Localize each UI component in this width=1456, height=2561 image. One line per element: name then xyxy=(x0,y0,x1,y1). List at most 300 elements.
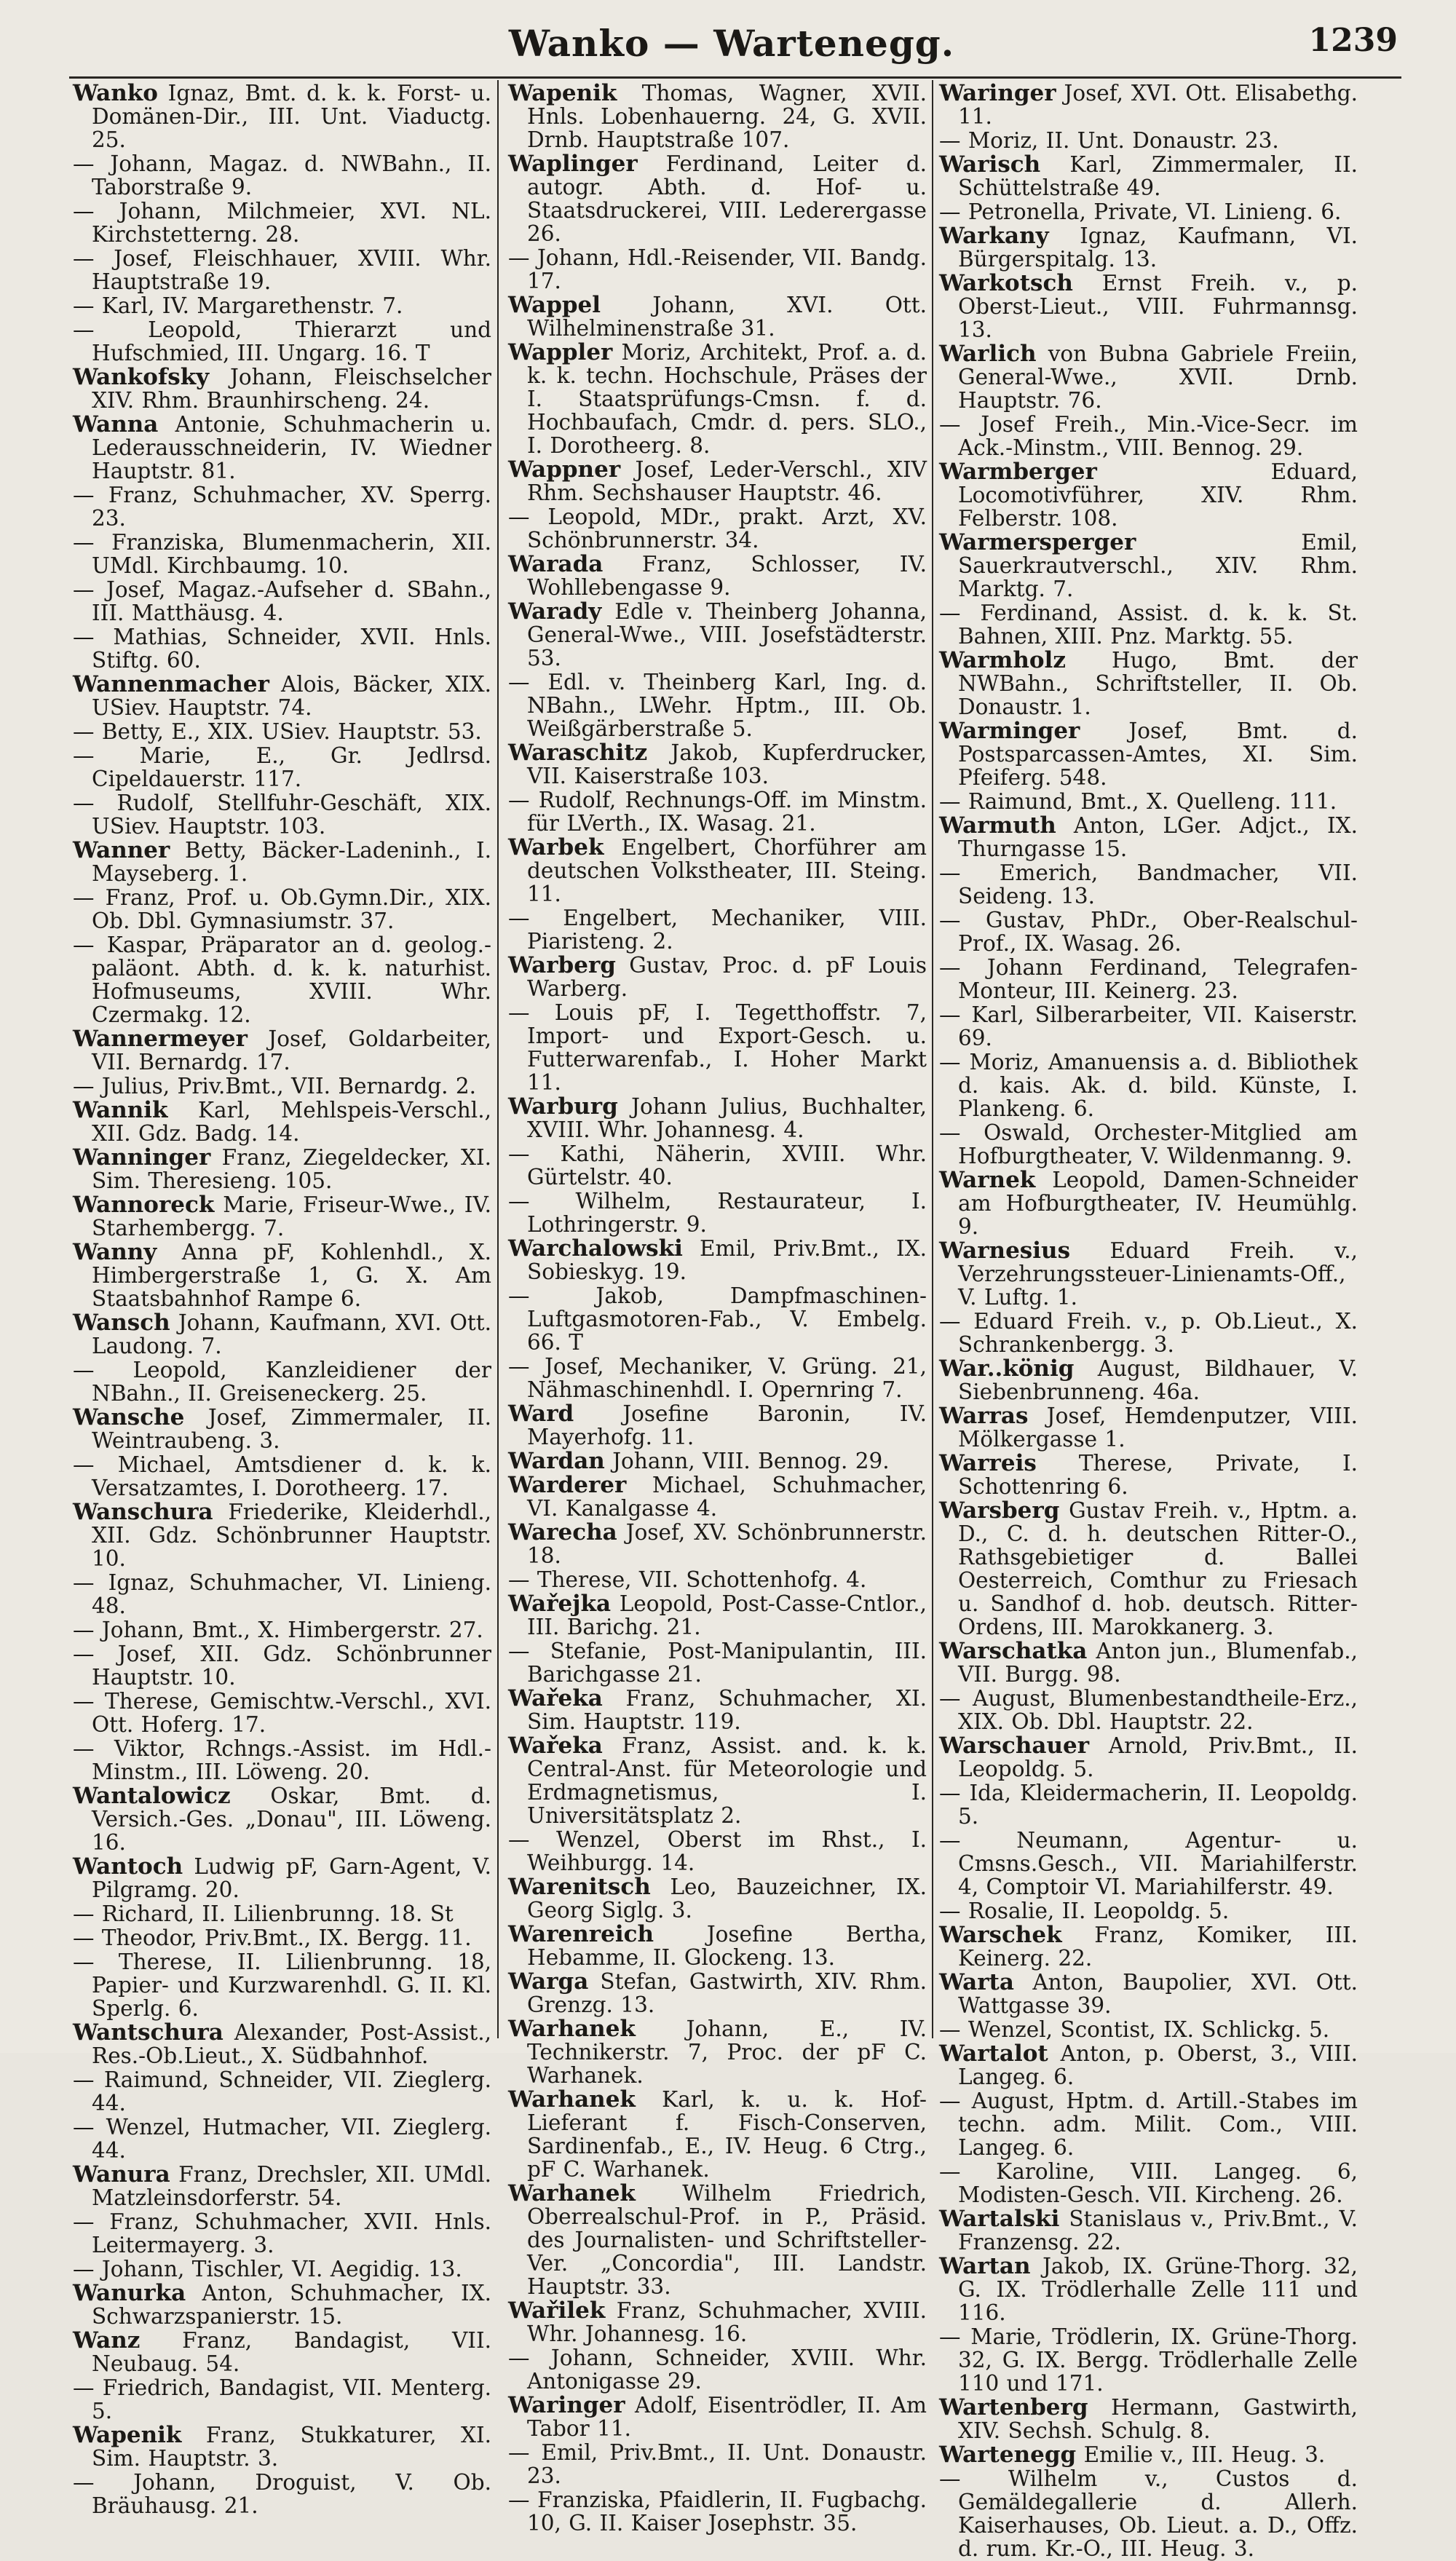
entry-text: Ignaz, Kaufmann, VI. Bürgerspitalg. 13. xyxy=(958,223,1358,272)
entry-text: — Leopold, MDr., prakt. Arzt, XV. Schönbrunnerstr. 34. xyxy=(508,504,927,553)
directory-entry xyxy=(939,342,1358,412)
entry-text: — Johann Ferdinand, Telegrafen-Monteur, III. Keinerg. 23. xyxy=(939,955,1358,1003)
entry-text: Moriz, Architekt, Prof. a. d. k. k. techn. Hochschule, Präses der I. Staatsprüfungs-Cmsn. f. d. Hochbaufach, Cmdr. d. pers. SLO., I. Dorotheerg. 8. xyxy=(527,340,927,458)
entry-surname: Wartalski xyxy=(939,2206,1060,2232)
entry-surname: Wappner xyxy=(508,456,621,483)
entry-text: — Karl, IV. Margarethenstr. 7. xyxy=(73,293,403,318)
directory-entry xyxy=(508,2394,927,2440)
entry-surname: Warnek xyxy=(939,1167,1036,1193)
entry-surname: Warschauer xyxy=(939,1733,1090,1759)
entry-text: Michael, Schuhmacher, VI. Kanalgasse 4. xyxy=(527,1473,927,1521)
column-divider xyxy=(497,80,499,2038)
entry-text: — Emil, Priv.Bmt., II. Unt. Donaustr. 23. xyxy=(508,2440,927,2488)
directory-entry xyxy=(73,82,491,151)
directory-entry xyxy=(73,1950,491,2020)
directory-entry xyxy=(73,2163,491,2209)
directory-entry xyxy=(73,744,491,791)
directory-entry xyxy=(508,954,927,1000)
directory-entry xyxy=(939,82,1358,128)
entry-text: — Wenzel, Scontist, IX. Schlickg. 5. xyxy=(939,2017,1330,2042)
entry-text: — Wenzel, Oberst im Rhst., I. Weihburgg. 14. xyxy=(508,1827,927,1875)
directory-entry xyxy=(939,200,1358,223)
entry-surname: Wartenegg xyxy=(939,2442,1077,2468)
directory-entry xyxy=(939,460,1358,530)
entry-text: — Stefanie, Post-Manipulantin, III. Barichgasse 21. xyxy=(508,1639,927,1687)
directory-entry xyxy=(73,247,491,293)
directory-entry xyxy=(73,1902,491,1925)
entry-text: Johann, XVI. Ott. Wilhelminenstraße 31. xyxy=(527,293,927,341)
entry-text: Alois, Bäcker, XIX. USiev. Hauptstr. 74. xyxy=(92,672,491,720)
directory-entry xyxy=(508,1568,927,1591)
directory-column-3 xyxy=(939,80,1358,2561)
directory-entry xyxy=(508,670,927,740)
entry-text: Franz, Stukkaturer, XI. Sim. Hauptstr. 3. xyxy=(92,2423,491,2471)
entry-surname: Wannermeyer xyxy=(73,1026,248,1052)
directory-entry xyxy=(73,1099,491,1145)
entry-surname: Wapenik xyxy=(73,2422,182,2448)
directory-entry xyxy=(508,1687,927,1733)
directory-entry xyxy=(508,836,927,906)
entry-text: Johann, VIII. Bennog. 29. xyxy=(612,1449,890,1473)
directory-entry xyxy=(73,1240,491,1310)
directory-entry xyxy=(73,791,491,838)
directory-entry xyxy=(939,790,1358,813)
directory-entry xyxy=(73,1074,491,1098)
entry-text: — Viktor, Rchngs.-Assist. im Hdl.-Minstm., III. Löweng. 20. xyxy=(73,1736,491,1784)
entry-text: Eduard Freih. v., Verzehrungssteuer-Linienamts-Off., V. Luftg. 1. xyxy=(958,1238,1358,1310)
directory-entry xyxy=(939,224,1358,271)
entry-text: Johann, E., IV. Technikerstr. 7, Proc. der pF C. Warhanek. xyxy=(527,2016,927,2088)
entry-surname: War..könig xyxy=(939,1355,1075,1382)
entry-text: Anna pF, Kohlenhdl., X. Himbergerstraße 1, G. X. Am Staatsbahnhof Rampe 6. xyxy=(92,1240,491,1311)
entry-surname: Warbek xyxy=(508,834,604,860)
directory-entry xyxy=(508,788,927,835)
directory-entry xyxy=(73,2376,491,2423)
directory-entry xyxy=(73,365,491,412)
entry-surname: Wařilek xyxy=(508,2297,606,2324)
directory-entry xyxy=(73,2068,491,2115)
directory-entry xyxy=(508,2182,927,2298)
header-rule xyxy=(69,76,1401,79)
directory-entry xyxy=(508,1875,927,1922)
entry-text: Oskar, Bmt. d. Versich.-Ges. „Donau", III. Löweng. 16. xyxy=(92,1784,491,1855)
entry-text: — Moriz, II. Unt. Donaustr. 23. xyxy=(939,128,1279,153)
entry-surname: Warisch xyxy=(939,151,1041,178)
entry-surname: Wannenmacher xyxy=(73,671,269,697)
directory-entry xyxy=(508,2088,927,2181)
directory-entry xyxy=(508,906,927,953)
entry-text: — Franziska, Pfaidlerin, II. Fugbachg. 10, G. II. Kaiser Josephstr. 35. xyxy=(508,2487,927,2536)
directory-entry xyxy=(73,152,491,199)
entry-text: Gustav, Proc. d. pF Louis Warberg. xyxy=(527,953,927,1001)
entry-text: — Leopold, Thierarzt und Hufschmied, III. Ungarg. 16. T xyxy=(73,317,491,365)
directory-entry xyxy=(73,673,491,719)
directory-entry xyxy=(73,2021,491,2067)
directory-entry xyxy=(73,2423,491,2470)
directory-entry xyxy=(939,1923,1358,1970)
directory-entry xyxy=(73,1618,491,1642)
entry-text: Anton, Schuhmacher, IX. Schwarzspanierstr. 15. xyxy=(92,2281,491,2329)
entry-text: — Johann, Milchmeier, XVI. NL. Kirchstetterng. 28. xyxy=(73,199,491,247)
entry-text: — Gustav, PhDr., Ober-Realschul-Prof., IX. Wasag. 26. xyxy=(939,908,1358,956)
entry-text: — Therese, VII. Schottenhofg. 4. xyxy=(508,1567,867,1592)
directory-entry xyxy=(508,2017,927,2087)
entry-text: — Franz, Schuhmacher, XV. Sperrg. 23. xyxy=(73,483,491,531)
entry-text: Hermann, Gastwirth, XIV. Sechsh. Schulg. 8. xyxy=(958,2395,1358,2443)
entry-text: Anton jun., Blumenfab., VII. Burgg. 98. xyxy=(958,1639,1358,1687)
directory-entry xyxy=(939,1829,1358,1899)
directory-entry xyxy=(939,1971,1358,2017)
entry-text: Franz, Schuhmacher, XI. Sim. Hauptstr. 119. xyxy=(527,1686,927,1734)
entry-surname: Warga xyxy=(508,1968,589,1995)
entry-text: Ferdinand, Leiter d. autogr. Abth. d. Hof- u. Staatsdruckerei, VIII. Lederergasse 26. xyxy=(527,151,927,246)
entry-surname: Warmholz xyxy=(939,647,1066,673)
entry-surname: Waplinger xyxy=(508,151,638,177)
entry-surname: Wanny xyxy=(73,1239,157,1265)
directory-entry xyxy=(508,1828,927,1875)
entry-surname: Warberg xyxy=(508,952,616,978)
entry-surname: Wantoch xyxy=(73,1853,183,1880)
entry-text: — Michael, Amtsdiener d. k. k. Versatzamtes, I. Dorotheerg. 17. xyxy=(73,1452,491,1500)
directory-entry xyxy=(508,1001,927,1094)
directory-entry xyxy=(508,1639,927,1686)
directory-entry xyxy=(939,153,1358,199)
entry-text: Edle v. Theinberg Johanna, General-Wwe., VIII. Josefstädterstr. 53. xyxy=(527,599,927,670)
entry-text: — Engelbert, Mechaniker, VIII. Piaristeng. 2. xyxy=(508,906,927,954)
directory-entry xyxy=(73,1855,491,1901)
entry-text: Franz, Ziegeldecker, XI. Sim. Theresieng. 105. xyxy=(92,1145,491,1193)
directory-entry xyxy=(73,1784,491,1854)
entry-surname: Warmersperger xyxy=(939,529,1136,555)
entry-text: — Julius, Priv.Bmt., VII. Bernardg. 2. xyxy=(73,1074,476,1099)
directory-entry xyxy=(73,318,491,365)
entry-text: Thomas, Wagner, XVII. Hnls. Lobenhauerng. 24, G. XVII. Drnb. Hauptstraße 107. xyxy=(527,81,927,152)
directory-entry xyxy=(939,1899,1358,1923)
directory-entry xyxy=(939,861,1358,908)
entry-text: — Oswald, Orchester-Mitglied am Hofburgtheater, V. Wildenmanng. 9. xyxy=(939,1120,1358,1168)
entry-text: Emil, Priv.Bmt., IX. Sobieskyg. 19. xyxy=(527,1236,927,1284)
entry-text: — Josef Freih., Min.-Vice-Secr. im Ack.-Minstm., VIII. Bennog. 29. xyxy=(939,412,1358,460)
entry-surname: Wanner xyxy=(73,837,170,863)
entry-text: Josefine Bertha, Hebamme, II. Glockeng. 13. xyxy=(527,1922,927,1970)
directory-entry xyxy=(508,600,927,670)
directory-entry xyxy=(508,341,927,457)
directory-entry xyxy=(939,1734,1358,1781)
directory-entry xyxy=(939,2089,1358,2159)
entry-text: Adolf, Eisentrödler, II. Am Tabor 11. xyxy=(527,2393,927,2441)
directory-entry xyxy=(73,483,491,530)
directory-entry xyxy=(73,2471,491,2517)
directory-entry xyxy=(508,1592,927,1639)
directory-entry xyxy=(939,531,1358,601)
entry-text: Therese, Private, I. Schottenring 6. xyxy=(958,1451,1358,1499)
entry-text: — Moriz, Amanuensis a. d. Bibliothek d. kais. Ak. d. bild. Künste, I. Plankeng. 6. xyxy=(939,1050,1358,1121)
directory-entry xyxy=(939,1239,1358,1309)
entry-text: — Rosalie, II. Leopoldg. 5. xyxy=(939,1899,1230,1923)
directory-entry xyxy=(939,1452,1358,1498)
directory-entry xyxy=(73,1926,491,1950)
entry-text: — Kathi, Näherin, XVIII. Whr. Gürtelstr. 40. xyxy=(508,1141,927,1190)
entry-text: — Johann, Hdl.-Reisender, VII. Bandg. 17. xyxy=(508,245,927,293)
entry-text: Josef, Leder-Verschl., XIV Rhm. Sechshauser Hauptstr. 46. xyxy=(527,457,927,505)
entry-surname: Wappel xyxy=(508,292,601,318)
entry-text: — Wilhelm, Restaurateur, I. Lothringerstr. 9. xyxy=(508,1189,927,1237)
directory-entry xyxy=(73,886,491,933)
entry-text: — Karoline, VIII. Langeg. 6, Modisten-Gesch. VII. Kircheng. 26. xyxy=(939,2159,1358,2207)
directory-entry xyxy=(939,1168,1358,1238)
entry-surname: Wappler xyxy=(508,339,613,365)
directory-entry xyxy=(73,1500,491,1570)
directory-entry xyxy=(73,1146,491,1192)
entry-text: Emil, Sauerkrautverschl., XIV. Rhm. Marktg. 7. xyxy=(958,530,1358,601)
directory-entry xyxy=(939,1781,1358,1828)
entry-text: Ignaz, Bmt. d. k. k. Forst- u. Domänen-Dir., III. Unt. Viaductg. 25. xyxy=(92,81,491,152)
directory-entry xyxy=(939,1121,1358,1168)
directory-entry xyxy=(73,2329,491,2375)
entry-surname: Warady xyxy=(508,598,602,625)
entry-text: Josef, Bmt. d. Postsparcassen-Amtes, XI. Sim. Pfeiferg. 548. xyxy=(958,719,1358,790)
entry-text: — Josef, XII. Gdz. Schönbrunner Hauptstr. 10. xyxy=(73,1642,491,1690)
directory-entry xyxy=(939,2042,1358,2089)
entry-text: Leopold, Post-Casse-Cntlor., III. Barichg. 21. xyxy=(527,1591,927,1639)
entry-surname: Wapenik xyxy=(508,80,617,106)
entry-surname: Wanninger xyxy=(73,1144,211,1171)
entry-text: — Emerich, Bandmacher, VII. Seideng. 13. xyxy=(939,860,1358,909)
directory-entry xyxy=(508,293,927,340)
directory-entry xyxy=(508,1402,927,1449)
directory-column-2 xyxy=(508,80,927,2536)
entry-text: — Rudolf, Rechnungs-Off. im Minstm. für LVerth., IX. Wasag. 21. xyxy=(508,788,927,836)
directory-entry xyxy=(508,458,927,504)
entry-text: — Leopold, Kanzleidiener der NBahn., II. Greiseneckerg. 25. xyxy=(73,1358,491,1406)
entry-surname: Wannik xyxy=(73,1097,168,1123)
entry-surname: Wařejka xyxy=(508,1591,612,1617)
entry-text: — Karl, Silberarbeiter, VII. Kaiserstr. 69. xyxy=(939,1002,1358,1050)
entry-text: Franz, Drechsler, XII. UMdl. Matzleinsdorferstr. 54. xyxy=(92,2162,491,2210)
directory-entry xyxy=(508,2441,927,2487)
entry-text: Leo, Bauzeichner, IX. Georg Siglg. 3. xyxy=(527,1875,927,1923)
directory-entry xyxy=(73,839,491,885)
directory-entry xyxy=(73,2281,491,2328)
entry-surname: Warnesius xyxy=(939,1238,1071,1264)
directory-entry xyxy=(939,2467,1358,2560)
directory-entry xyxy=(939,1050,1358,1120)
directory-entry xyxy=(939,719,1358,789)
entry-text: August, Bildhauer, V. Siebenbrunneng. 46a. xyxy=(958,1356,1358,1404)
entry-surname: Wankofsky xyxy=(73,364,210,390)
entry-text: — Johann, Bmt., X. Himbergerstr. 27. xyxy=(73,1618,483,1642)
entry-text: — Josef, Fleischhauer, XVIII. Whr. Hauptstraße 19. xyxy=(73,246,491,294)
entry-text: — Raimund, Schneider, VII. Zieglerg. 44. xyxy=(73,2067,491,2115)
directory-entry xyxy=(508,2488,927,2535)
entry-surname: Warenitsch xyxy=(508,1874,651,1900)
entry-surname: Warreis xyxy=(939,1450,1037,1476)
entry-text: Johann, Kaufmann, XVI. Ott. Laudong. 7. xyxy=(92,1310,491,1358)
directory-entry xyxy=(508,505,927,552)
entry-text: Hugo, Bmt. der NWBahn., Schriftsteller, II. Ob. Donaustr. 1. xyxy=(958,648,1358,719)
entry-text: Stanislaus v., Priv.Bmt., V. Franzensg. 22. xyxy=(958,2206,1358,2255)
entry-surname: Wansche xyxy=(73,1404,185,1430)
directory-entry xyxy=(939,601,1358,648)
entry-surname: Warmuth xyxy=(939,812,1056,839)
directory-entry xyxy=(73,199,491,246)
entry-surname: Waringer xyxy=(508,2392,625,2418)
entry-text: — Johann, Schneider, XVIII. Whr. Antonigasse 29. xyxy=(508,2346,927,2394)
entry-surname: Wanurka xyxy=(73,2280,186,2306)
directory-entry xyxy=(939,2396,1358,2442)
entry-text: Antonie, Schuhmacherin u. Lederausschneiderin, IV. Wiedner Hauptstr. 81. xyxy=(92,412,491,483)
entry-text: — Friedrich, Bandagist, VII. Menterg. 5. xyxy=(73,2375,491,2423)
directory-entry xyxy=(73,720,491,743)
entry-text: — Johann, Magaz. d. NWBahn., II. Taborstraße 9. xyxy=(73,151,491,199)
directory-entry xyxy=(508,1521,927,1567)
entry-text: Friederike, Kleiderhdl., XII. Gdz. Schönbrunner Hauptstr. 10. xyxy=(92,1500,491,1571)
entry-text: Karl, Mehlspeis-Verschl., XII. Gdz. Badg. 14. xyxy=(92,1098,491,1146)
directory-entry xyxy=(508,1473,927,1520)
entry-text: Josef, XV. Schönbrunnerstr. 18. xyxy=(527,1520,927,1568)
entry-text: Arnold, Priv.Bmt., II. Leopoldg. 5. xyxy=(958,1733,1358,1781)
entry-text: Eduard, Locomotivführer, XIV. Rhm. Felberstr. 108. xyxy=(958,459,1358,531)
entry-text: Franz, Schuhmacher, XVIII. Whr. Johannesg. 16. xyxy=(527,2298,927,2346)
directory-entry xyxy=(508,1142,927,1189)
directory-entry xyxy=(939,1310,1358,1356)
entry-text: Johann, Fleischselcher XIV. Rhm. Braunhirscheng. 24. xyxy=(92,365,491,413)
entry-text: Anton, p. Oberst, 3., VIII. Langeg. 6. xyxy=(958,2041,1358,2089)
directory-entry xyxy=(508,1449,927,1473)
entry-text: — Josef, Mechaniker, V. Grüng. 21, Nähmaschinenhdl. I. Opernring 7. xyxy=(508,1354,927,1402)
entry-surname: Warras xyxy=(939,1403,1029,1429)
entry-surname: Warhanek xyxy=(508,2180,636,2206)
entry-text: Johann Julius, Buchhalter, XVIII. Whr. Johannesg. 4. xyxy=(527,1094,927,1142)
entry-text: Marie, Friseur-Wwe., IV. Starhembergg. 7. xyxy=(92,1192,491,1240)
directory-entry xyxy=(508,1190,927,1236)
directory-entry xyxy=(939,2255,1358,2324)
page-header xyxy=(66,22,1398,80)
directory-entry xyxy=(508,2299,927,2346)
directory-entry xyxy=(939,2207,1358,2254)
entry-surname: Waraschitz xyxy=(508,740,648,766)
entry-text: — Johann, Tischler, VI. Aegidig. 13. xyxy=(73,2257,462,2281)
entry-text: — Neumann, Agentur- u. Cmsns.Gesch., VII. Mariahilferstr. 4, Comptoir VI. Mariahilferstr. 49. xyxy=(939,1828,1358,1899)
directory-entry xyxy=(508,1095,927,1141)
entry-text: — Edl. v. Theinberg Karl, Ing. d. NBahn., LWehr. Hptm., III. Ob. Weißgärberstraße 5. xyxy=(508,670,927,741)
directory-entry xyxy=(73,1027,491,1074)
entry-surname: Warmberger xyxy=(939,459,1097,485)
directory-entry xyxy=(939,814,1358,860)
directory-entry xyxy=(939,956,1358,1002)
directory-entry xyxy=(73,933,491,1026)
directory-entry xyxy=(939,1003,1358,1050)
entry-surname: Warderer xyxy=(508,1472,627,1498)
entry-surname: Warkany xyxy=(939,223,1049,249)
entry-surname: Wařeka xyxy=(508,1733,603,1759)
directory-entry xyxy=(73,2115,491,2162)
entry-surname: Wanko xyxy=(73,80,158,106)
directory-entry xyxy=(508,1355,927,1401)
entry-text: — Marie, Trödlerin, IX. Grüne-Thorg. 32, G. IX. Bergg. Trödlerhalle Zelle 110 und 171. xyxy=(939,2324,1358,2396)
entry-text: — Franziska, Blumenmacherin, XII. UMdl. Kirchbaumg. 10. xyxy=(73,530,491,578)
entry-surname: Wanz xyxy=(73,2327,141,2354)
directory-entry xyxy=(508,1923,927,1969)
directory-entry xyxy=(508,246,927,293)
directory-entry xyxy=(508,2346,927,2393)
entry-text: Betty, Bäcker-Ladeninh., I. Mayseberg. 1. xyxy=(92,838,491,886)
entry-surname: Warchalowski xyxy=(508,1235,683,1262)
directory-entry xyxy=(939,2160,1358,2206)
entry-surname: Wantalowicz xyxy=(73,1783,231,1809)
entry-surname: Warta xyxy=(939,1969,1014,1995)
entry-text: Engelbert, Chorführer am deutschen Volkstheater, III. Steing. 11. xyxy=(527,835,927,906)
entry-text: Franz, Bandagist, VII. Neubaug. 54. xyxy=(92,2328,491,2376)
entry-surname: Warburg xyxy=(508,1093,618,1120)
entry-text: Josef, Goldarbeiter, VII. Bernardg. 17. xyxy=(92,1026,491,1074)
entry-text: Josef, XVI. Ott. Elisabethg. 11. xyxy=(958,81,1358,129)
entry-text: — Jakob, Dampfmaschinen-Luftgasmotoren-Fab., V. Embelg. 66. T xyxy=(508,1283,927,1355)
directory-entry xyxy=(73,1690,491,1736)
directory-entry xyxy=(508,82,927,151)
directory-entry xyxy=(73,531,491,577)
entry-text: — Betty, E., XIX. USiev. Hauptstr. 53. xyxy=(73,719,482,744)
entry-text: Gustav Freih. v., Hptm. a. D., C. d. h. deutschen Ritter-O., Rathsgebietiger d. Ballei Oesterreich, Comthur zu Friesach u. Sandhof d. hob. deutsch. Ritter-Ordens, III. Marokkanerg. 3. xyxy=(958,1498,1358,1639)
directory-column-1 xyxy=(73,80,491,2518)
entry-text: Karl, Zimmermaler, II. Schüttelstraße 49. xyxy=(958,152,1358,200)
entry-surname: Warlich xyxy=(939,341,1037,367)
entry-text: Karl, k. u. k. Hof-Lieferant f. Fisch-Conserven, Sardinenfab., E., IV. Heug. 6 Ctrg., pF C. Warhanek. xyxy=(527,2087,927,2182)
entry-text: — Wenzel, Hutmacher, VII. Zieglerg. 44. xyxy=(73,2115,491,2163)
column-divider xyxy=(932,80,933,2038)
entry-text: Ernst Freih. v., p. Oberst-Lieut., VIII. Fuhrmannsg. 13. xyxy=(958,271,1358,342)
directory-entry xyxy=(939,1499,1358,1639)
entry-surname: Wartalot xyxy=(939,2041,1048,2067)
directory-entry xyxy=(73,413,491,483)
entry-surname: Ward xyxy=(508,1401,574,1427)
entry-surname: Wantschura xyxy=(73,2019,223,2046)
entry-surname: Warhanek xyxy=(508,2086,636,2113)
entry-surname: Warschek xyxy=(939,1922,1062,1948)
entry-text: — Franz, Schuhmacher, XVII. Hnls. Leitermayerg. 3. xyxy=(73,2209,491,2257)
page-title: Wanko — Wartenegg. xyxy=(508,22,955,65)
entry-surname: Warhanek xyxy=(508,2016,636,2042)
entry-surname: Wartenberg xyxy=(939,2394,1088,2421)
entry-text: — Ida, Kleidermacherin, II. Leopoldg. 5. xyxy=(939,1781,1358,1829)
directory-entry xyxy=(508,741,927,788)
entry-text: Josef, Zimmermaler, II. Weintraubeng. 3. xyxy=(92,1405,491,1453)
entry-text: — Mathias, Schneider, XVII. Hnls. Stiftg. 60. xyxy=(73,625,491,673)
directory-entry xyxy=(939,129,1358,152)
entry-surname: Wanschura xyxy=(73,1499,213,1525)
entry-text: Franz, Assist. and. k. k. Central-Anst. für Meteorologie und Erdmagnetismus, I. Universitätsplatz 2. xyxy=(527,1733,927,1828)
directory-entry xyxy=(939,1687,1358,1733)
directory-entry xyxy=(939,2325,1358,2395)
entry-text: — Ignaz, Schuhmacher, VI. Linieng. 48. xyxy=(73,1570,491,1618)
entry-surname: Warecha xyxy=(508,1519,617,1545)
entry-text: Stefan, Gastwirth, XIV. Rhm. Grenzg. 13. xyxy=(527,1969,927,2017)
entry-surname: Warkotsch xyxy=(939,270,1073,296)
entry-text: — Richard, II. Lilienbrunng. 18. St xyxy=(73,1901,454,1926)
entry-surname: Warminger xyxy=(939,718,1080,744)
directory-entry xyxy=(73,2257,491,2281)
directory-entry xyxy=(73,625,491,672)
entry-text: Ludwig pF, Garn-Agent, V. Pilgramg. 20. xyxy=(92,1854,491,1902)
entry-text: Franz, Schlosser, IV. Wohllebengasse 9. xyxy=(527,552,927,600)
directory-entry xyxy=(73,2210,491,2257)
entry-text: — Raimund, Bmt., X. Quelleng. 111. xyxy=(939,789,1337,814)
entry-surname: Waringer xyxy=(939,80,1056,106)
entry-text: Emilie v., III. Heug. 3. xyxy=(1083,2442,1326,2467)
entry-text: Jakob, Kupferdrucker, VII. Kaiserstraße 103. xyxy=(527,740,927,788)
entry-text: Alexander, Post-Assist., Res.-Ob.Lieut., X. Südbahnhof. xyxy=(92,2020,491,2068)
entry-text: Franz, Komiker, III. Keinerg. 22. xyxy=(958,1923,1358,1971)
